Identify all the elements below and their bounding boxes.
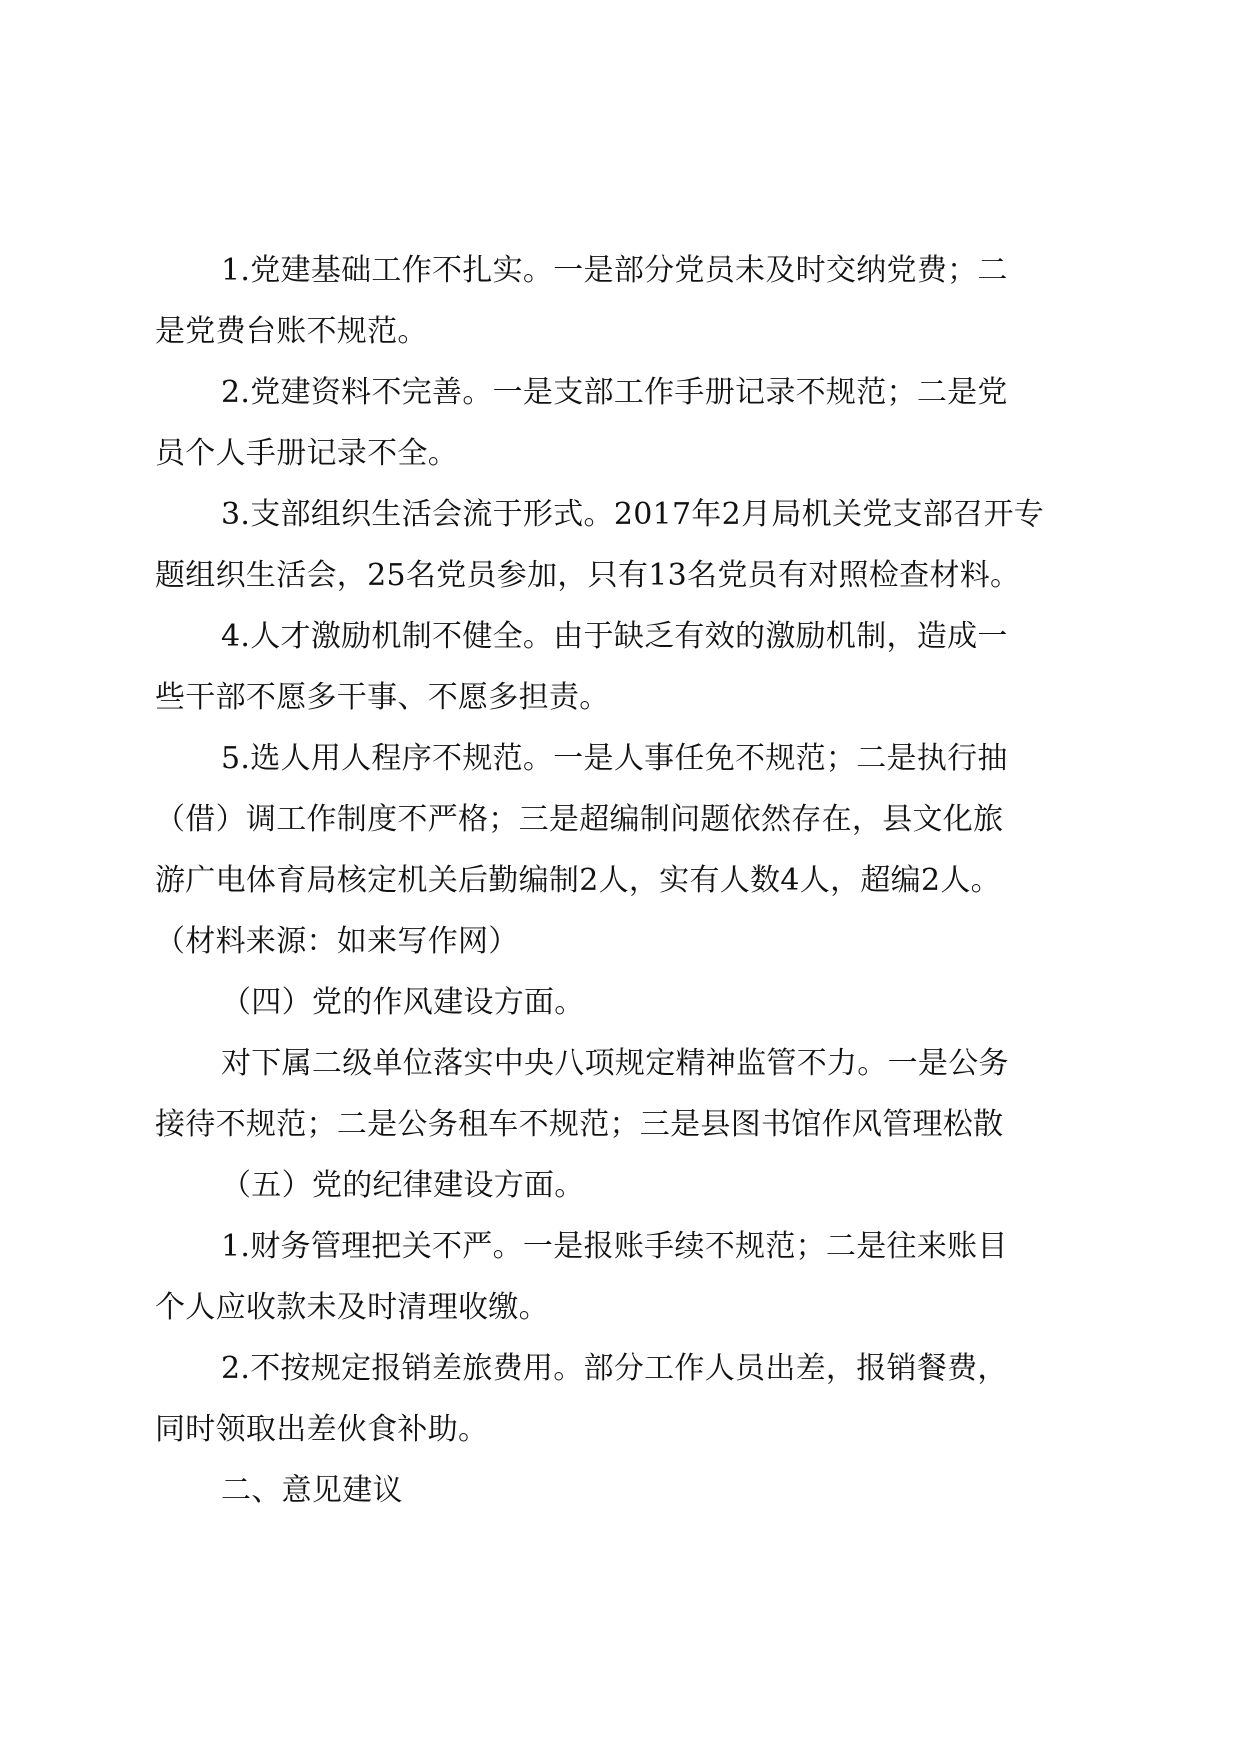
paragraph-line: 接待不规范；二是公务租车不规范；三是县图书馆作风管理松散	[155, 1107, 1004, 1142]
section-heading-discipline	[155, 1155, 1100, 1216]
paragraph-organizational-life	[155, 484, 1100, 606]
paragraph-line: 2.不按规定报销差旅费用。部分工作人员出差，报销餐费，	[221, 1351, 1008, 1386]
paragraph-line: 对下属二级单位落实中央八项规定精神监管不力。一是公务	[221, 1046, 1009, 1081]
heading-line: 二、意见建议	[221, 1473, 403, 1508]
paragraph-line: （借）调工作制度不严格；三是超编制问题依然存在，县文化旅	[155, 802, 1004, 837]
paragraph-line: 2.党建资料不完善。一是支部工作手册记录不规范；二是党	[221, 375, 1008, 410]
paragraph-line: 题组织生活会，25名党员参加，只有13名党员有对照检查材料。	[155, 558, 1021, 593]
document-body	[155, 240, 1100, 1521]
paragraph-line: 1.财务管理把关不严。一是报账手续不规范；二是往来账目	[221, 1229, 1008, 1264]
paragraph-line: 1.党建基础工作不扎实。一是部分党员未及时交纳党费；二	[221, 253, 1008, 288]
paragraph-travel-expenses	[155, 1338, 1100, 1460]
paragraph-line: 5.选人用人程序不规范。一是人事任免不规范；二是执行抽	[221, 741, 1008, 776]
paragraph-personnel-selection	[155, 728, 1100, 972]
paragraph-line: 员个人手册记录不全。	[155, 436, 458, 471]
paragraph-financial-management	[155, 1216, 1100, 1338]
paragraph-party-materials	[155, 362, 1100, 484]
paragraph-line: 3.支部组织生活会流于形式。2017年2月局机关党支部召开专	[221, 497, 1045, 532]
paragraph-line: 是党费台账不规范。	[155, 314, 428, 349]
paragraph-line: 同时领取出差伙食补助。	[155, 1412, 489, 1447]
paragraph-party-building-foundation	[155, 240, 1100, 362]
paragraph-line: （材料来源：如来写作网）	[155, 924, 519, 959]
heading-line: （四）党的作风建设方面。	[221, 985, 585, 1020]
section-heading-suggestions	[155, 1460, 1100, 1521]
paragraph-talent-incentive	[155, 606, 1100, 728]
paragraph-line: 4.人才激励机制不健全。由于缺乏有效的激励机制，造成一	[221, 619, 1008, 654]
heading-line: （五）党的纪律建设方面。	[221, 1168, 585, 1203]
paragraph-line: 个人应收款未及时清理收缴。	[155, 1290, 549, 1325]
paragraph-line: 些干部不愿多干事、不愿多担责。	[155, 680, 610, 715]
section-heading-work-style	[155, 972, 1100, 1033]
paragraph-eight-regulations	[155, 1033, 1100, 1155]
paragraph-line: 游广电体育局核定机关后勤编制2人，实有人数4人，超编2人。	[155, 863, 1001, 898]
